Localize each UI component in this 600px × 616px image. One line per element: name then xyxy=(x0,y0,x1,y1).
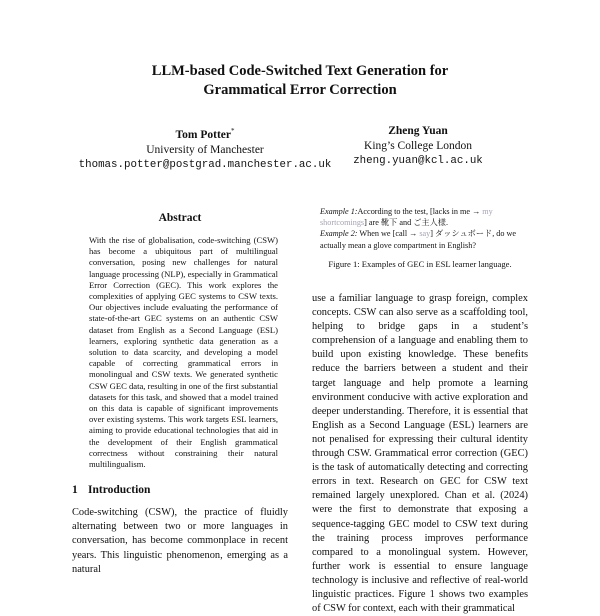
author-footnote-mark: * xyxy=(230,127,235,135)
author-name: Tom Potter* xyxy=(175,127,235,141)
author-block-1 xyxy=(70,124,340,173)
author-name: Zheng Yuan xyxy=(388,125,448,137)
paper-title xyxy=(0,62,600,100)
arrow-icon: → xyxy=(409,229,418,239)
author-email: thomas.potter@postgrad.manchester.ac.uk xyxy=(78,158,332,171)
author-affiliation: King’s College London xyxy=(364,140,472,152)
left-column xyxy=(72,212,288,577)
example-1: Example 1:According to the test, [lacks in me → my shortcomings] are 靴下 and ご主人様. xyxy=(320,207,493,228)
abstract-text: With the rise of globalisation, code-switching (CSW) has become a ubiquitous part of multilingual conversation, posing new challenges for natural language processing (NLP), especially in Grammatical Error Correction (GEC). This work explores the complexities of applying GEC systems to CSW texts. Our objectives include evaluating the performance of state-of-the-art GEC systems on an authentic CSW dataset from English as a Second Language (ESL) learners, exploring synthetic data generation as a solution to data scarcity, and developing a model capable of correcting grammatical errors in monolingual and CSW texts. We generated synthetic CSW GEC data, resulting in one of the first substantial datasets for this task, and showed that a model trained on this data is capable of significant improvements over existing systems. This work targets ESL learners, aiming to provide educational technologies that aid in the development of their English grammatical correctness without constraining their natural multilingualism. xyxy=(89,235,278,470)
figure-examples xyxy=(320,206,528,251)
author-affiliation: University of Manchester xyxy=(146,143,264,156)
right-column-text: use a familiar language to grasp foreign, complex concepts. CSW can also serve as a scaffolding tool, helping to bridge gaps in a student’s comprehension of a language and enabling them to build upon existing knowledge. These benefits reduce the barriers between a student and their target language and help promote a learning environment conducive with active exploration and deeper understanding. Therefore, it is essential that English as a Second Language (ESL) learners are not penalised for expressing their cultural identity through CSW. Grammatical error correction (GEC) is the task of automatically detecting and correcting errors in text. Research on GEC for CSW text remained largely unexplored. Chan et al. (2024) were the first to demonstrate that exposing a sequence-tagging GEC model to CSW text during the training process improves performance compared to a monolingual system. However, further work is essential to ensure language technology is inclusive and reflective of real-world linguistic practices. Figure 1 shows two examples of CSW for context, each with their grammatical xyxy=(312,293,528,615)
title-line-1: LLM-based Code-Switched Text Generation for xyxy=(151,63,449,79)
example-2: Example 2: When we [call → say] ダッシュボード, do we actually mean a glove compartment in English? xyxy=(320,229,517,250)
introduction-text: Code-switching (CSW), the practice of fluidly alternating between two or more languages in conversation, has become commonplace in recent years. This linguistic phenomenon, emerging as a natural xyxy=(72,507,288,575)
section-heading-introduction xyxy=(72,484,288,496)
arrow-icon: → xyxy=(472,207,481,216)
author-block-2 xyxy=(318,124,518,169)
figure-caption: Figure 1: Examples of GEC in ESL learner language. xyxy=(328,258,512,269)
title-line-2: Grammatical Error Correction xyxy=(203,82,397,98)
section-number: 1 xyxy=(72,484,78,497)
figure-1 xyxy=(312,206,528,269)
author-email: zheng.yuan@kcl.ac.uk xyxy=(353,155,483,167)
section-title: Introduction xyxy=(88,484,151,497)
abstract-heading: Abstract xyxy=(158,212,202,224)
